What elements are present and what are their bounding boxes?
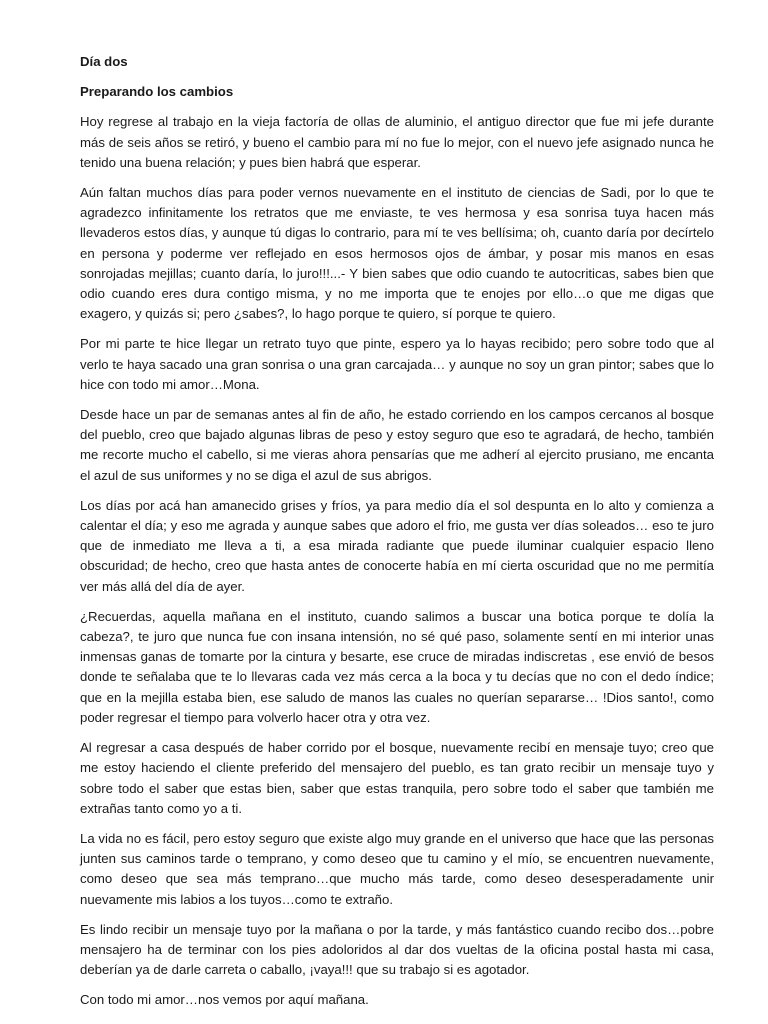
paragraph-6: ¿Recuerdas, aquella mañana en el instituto, cuando salimos a buscar una botica porque te dolía la cabeza?, te juro que nunca fue con insana intensión, no sé qué paso, solamente sentí en mi interior unas inmensas ganas de tomarte por la cintura y besarte, ese cruce de miradas indiscretas , ese envió de besos donde te señalaba que te lo llevaras cada vez más cerca a la boca y tu decías que no con el dedo índice; que en la mejilla estaba bien, ese saludo de manos las cuales no querían separarse… !Dios santo!, como poder regresar el tiempo para volverlo hacer otra y otra vez. [80,608,714,725]
paragraph-7: Al regresar a casa después de haber corrido por el bosque, nuevamente recibí en mensaje tuyo; creo que me estoy haciendo el cliente preferido del mensajero del pueblo, es tan grato recibir un mensaje tuyo y sobre todo el saber que estas bien, saber que estas tranquila, pero sobre todo el saber que también me extrañas tanto como yo a ti. [80,740,714,816]
document-subtitle: Preparando los cambios [80,84,234,100]
paragraph-2: Aún faltan muchos días para poder vernos nuevamente en el instituto de ciencias de Sadi, por lo que te agradezco infinitamente los retratos que me enviaste, te ves hermosa y esa sonrisa tuya hacen más llevaderos estos días, y aunque tú digas lo contrario, para mí te ves bellísima; oh, cuanto daría por decírtelo en persona y poderme ver reflejado en esos hermosos ojos de ámbar, y posar mis manos en esas sonrojadas mejillas; cuanto daría, lo juro!!!...- Y bien sabes que odio cuando te autocriticas, sabes bien que odio cuando eres dura contigo misma, y no me importa que te enojes por ello…o que me digas que exagero, y quizás si; pero ¿sabes?, lo hago porque te quiero, sí porque te quiero. [80,185,714,322]
paragraph-10: Con todo mi amor…nos vemos por aquí mañana. [80,992,369,1008]
paragraph-4: Desde hace un par de semanas antes al fin de año, he estado corriendo en los campos cercanos al bosque del pueblo, creo que bajado algunas libras de peso y estoy seguro que eso te agradará, de hecho, también me recorte mucho el cabello, si me vieras ahora pensarías que me adherí al ejercito prusiano, me encanta el azul de sus uniformes y no se diga el azul de sus abrigos. [80,407,714,483]
paragraph-3: Por mi parte te hice llegar un retrato tuyo que pinte, espero ya lo hayas recibido; pero sobre todo que al verlo te haya sacado una gran sonrisa o una gran carcajada… y aunque no soy un gran pintor; sabes que lo hice con todo mi amor…Mona. [80,336,714,392]
paragraph-9: Es lindo recibir un mensaje tuyo por la mañana o por la tarde, y más fantástico cuando recibo dos…pobre mensajero ha de terminar con los pies adoloridos al dar dos vueltas de la oficina postal hasta mi casa, deberían ya de darle carreta o caballo, ¡vaya!!! que su trabajo si es agotador. [80,921,714,978]
document-page [80,52,714,1021]
paragraph-1: Hoy regrese al trabajo en la vieja factoría de ollas de aluminio, el antiguo director que fue mi jefe durante más de seis años se retiró, y bueno el cambio para mí no fue lo mejor, con el nuevo jefe asignado nunca he tenido una buena relación; y pues bien habrá que esperar. [80,114,714,170]
document-title: Día dos [80,54,128,69]
paragraph-5: Los días por acá han amanecido grises y fríos, ya para medio día el sol despunta en lo alto y comienza a calentar el día; y eso me agrada y aunque sabes que adoro el frio, me gusta ver días soleados… eso te juro que de inmediato me lleva a ti, a esa mirada radiante que puede iluminar cualquier espacio lleno obscuridad; de hecho, creo que hasta antes de conocerte había en mí cierta oscuridad que no me permitía ver más allá del día de ayer. [80,497,714,594]
paragraph-8: La vida no es fácil, pero estoy seguro que existe algo muy grande en el universo que hace que las personas junten sus caminos tarde o temprano, y como deseo que tu camino y el mío, se encuentren nuevamente, como deseo que sea más temprano…que mucho más tarde, como deseo desesperadamente unir nuevamente mis labios a los tuyos…como te extraño. [80,830,714,907]
